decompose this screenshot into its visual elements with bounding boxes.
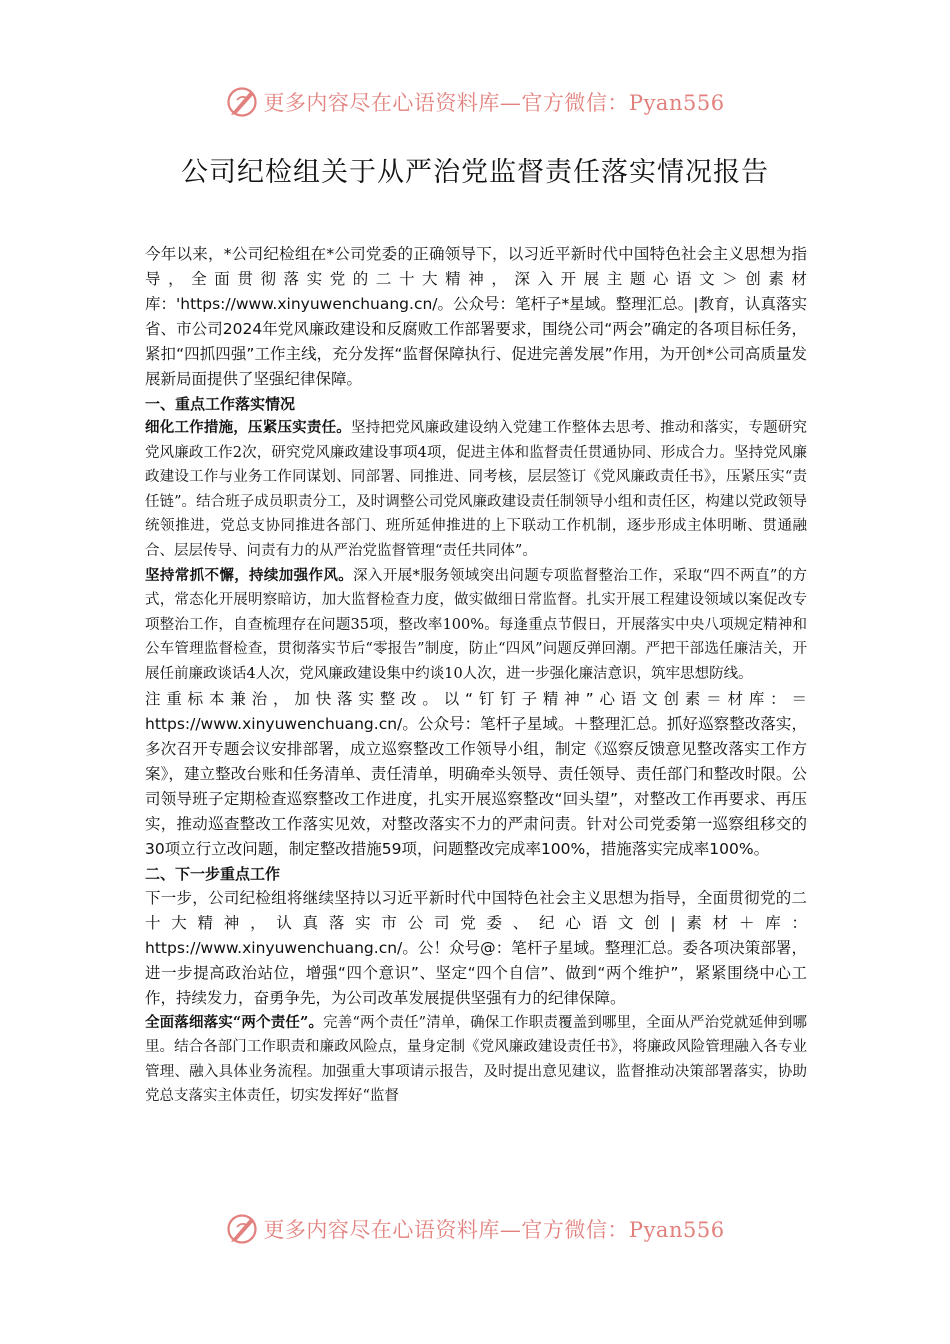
banner-text: 更多内容尽在心语资料库—官方微信：Pyan556	[263, 91, 725, 115]
paragraph-text: 完善“两个责任”清单，确保工作职责覆盖到哪里，全面从严治党就延伸到哪里。结合各部门工作职责和廉政风险点，量身定制《党风廉政建设责任书》，将廉政风险管理融入各专业管理、融入具体业务流程。加强重大事项请示报告，及时提出意见建议，监督推动决策部署落实，协助党总支落实主体责任，切实发挥好“监督	[145, 1014, 807, 1105]
footer-banner	[0, 1209, 950, 1249]
paragraph-text: 坚持把党风廉政建设纳入党建工作整体去思考、推动和落实，专题研究党风廉政工作2次，研究党风廉政建设事项4项，促进主体和监督责任贯通协同、形成合力。坚持党风廉政建设工作与业务工作同谋划、同部署、同推进、同考核，层层签订《党风廉政责任书》，压紧压实“责任链”。结合班子成员职责分工，及时调整公司党风廉政建设责任制领导小组和责任区，构建以党政领导统领推进，党总支协同推进各部门、班所延伸推进的上下联动工作机制，逐步形成主体明晰、贯通融合、层层传导、问责有力的从严治党监督管理“责任共同体”。	[145, 420, 808, 559]
section1-paragraph-3: 注重标本兼治，加快落实整改。以“钉钉子精神”心语文创素＝材库：＝https://www.xinyuwenchuang.cn/。公众号：笔杆子星域。＋整理汇总。抓好巡察整改落实，多次召开专题会议安排部署，成立巡察整改工作领导小组，制定《巡察反馈意见整改落实工作方案》，建立整改台账和任务清单、责任清单，明确牵头领导、责任领导、责任部门和整改时限。公司领导班子定期检查巡察整改工作进度，扎实开展巡察整改“回头望”，对整改工作再要求、再压实，推动巡查整改工作落实见效，对整改落实不力的严肃问责。针对公司党委第一巡察组移交的30项立行立改问题，制定整改措施59项，问题整改完成率100%，措施落实完成率100%。	[145, 689, 807, 858]
section-heading-2: 二、下一步重点工作	[145, 864, 281, 883]
banner-text: 更多内容尽在心语资料库—官方微信：Pyan556	[263, 1218, 725, 1242]
section-heading-1: 一、重点工作落实情况	[145, 395, 296, 413]
intro-paragraph: 今年以来，*公司纪检组在*公司党委的正确领导下，以习近平新时代中国特色社会主义思想为指导，全面贯彻落实党的二十大精神，深入开展主题心语文＞创素材库：'https://www.xinyuwenchuang.cn/。公众号：笔杆子*星域。整理汇总。|教育，认真落实省、市公司2024年党风廉政建设和反腐败工作部署要求，围绕公司“两会”确定的各项目标任务，紧扣“四抓四强”工作主线，充分发挥“监督保障执行、促进完善发展”作用，为开创*公司高质量发展新局面提供了坚强纪律保障。	[145, 245, 807, 388]
section1-paragraph-2	[145, 564, 807, 687]
section2-paragraph-1: 下一步，公司纪检组将继续坚持以习近平新时代中国特色社会主义思想为指导，全面贯彻党的二十大精神，认真落实市公司党委、纪心语文创|素材＋库：https://www.xinyuwenchuang.cn/。公！众号@：笔杆子星域。整理汇总。委各项决策部署，进一步提高政治站位，增强“四个意识”、坚定“四个自信”、做到“两个维护”，紧紧围绕中心工作，持续发力，奋勇争先，为公司改革发展提供坚强有力的纪律保障。	[145, 888, 807, 1007]
paragraph-text: 深入开展*服务领域突出问题专项监督整治工作，采取“四不两直”的方式，常态化开展明察暗访，加大监督检查力度，做实做细日常监督。扎实开展工程建设领域以案促改专项整治工作，自查梳理存在问题35项，整改率100%。每逢重点节假日，开展落实中央八项规定精神和公车管理监督检查，贯彻落实节后“零报告”制度，防止“四风”问题反弹回潮。严把干部选任廉洁关，开展任前廉政谈话4人次，党风廉政建设集中约谈10人次，进一步强化廉洁意识，筑牢思想防线。	[145, 567, 807, 682]
paragraph-lead: 坚持常抓不懈，持续加强作风。	[145, 566, 354, 584]
paragraph-lead: 全面落细落实“两个责任”。	[145, 1013, 324, 1031]
pen-logo-icon	[225, 1212, 259, 1246]
document-title: 公司纪检组关于从严治党监督责任落实情况报告	[181, 157, 769, 188]
paragraph-lead: 细化工作措施，压紧压实责任。	[145, 419, 352, 436]
document-body	[145, 242, 807, 1109]
pen-logo-icon	[225, 85, 259, 119]
section1-paragraph-1	[145, 416, 807, 564]
header-banner	[0, 82, 950, 122]
section2-paragraph-2	[145, 1011, 807, 1109]
